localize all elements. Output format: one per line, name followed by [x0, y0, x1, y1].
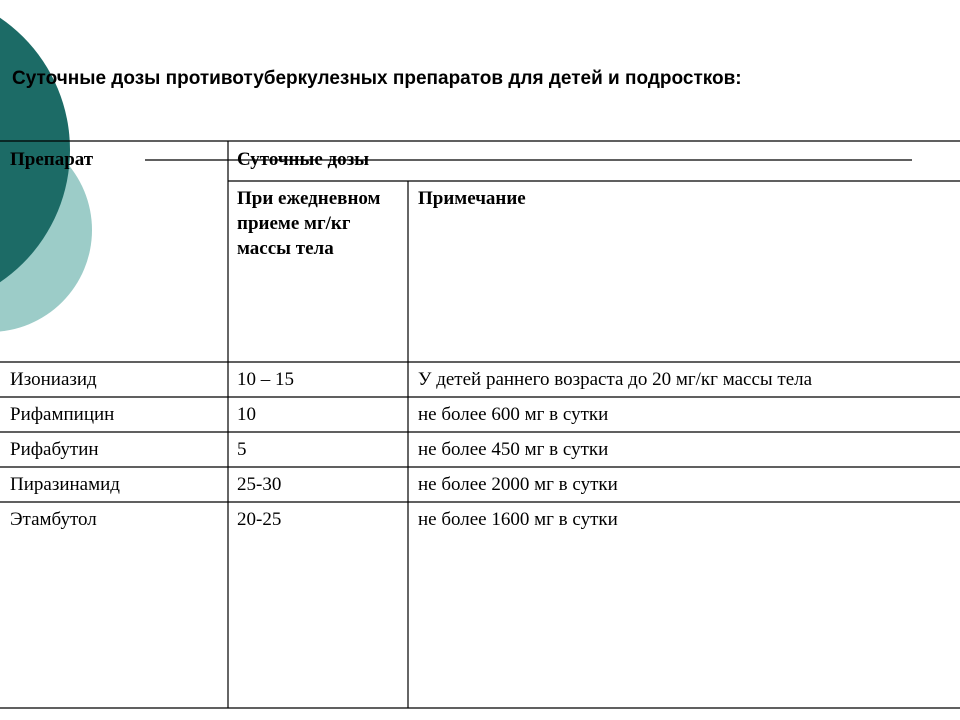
- header-daily-intake: При ежедневном приеме мг/кг массы тела: [237, 188, 381, 259]
- row-note: не более 450 мг в сутки: [418, 439, 609, 460]
- header-note: Примечание: [418, 188, 526, 209]
- row-dose: 20-25: [237, 509, 282, 530]
- row-dose: 5: [237, 439, 247, 460]
- row-drug: Этамбутол: [10, 509, 97, 530]
- row-dose: 25-30: [237, 474, 282, 495]
- row-drug: Изониазид: [10, 369, 97, 390]
- row-note: не более 1600 мг в сутки: [418, 509, 618, 530]
- header-daily-doses: Суточные дозы: [237, 149, 370, 170]
- row-note: не более 600 мг в сутки: [418, 404, 609, 425]
- row-dose: 10 – 15: [237, 369, 294, 390]
- row-dose: 10: [237, 404, 256, 425]
- row-drug: Пиразинамид: [10, 474, 120, 495]
- header-drug: Препарат: [10, 149, 94, 170]
- row-note: У детей раннего возраста до 20 мг/кг массы тела: [418, 369, 813, 390]
- row-drug: Рифабутин: [10, 439, 99, 460]
- row-drug: Рифампицин: [10, 404, 115, 425]
- slide-title: Суточные дозы противотуберкулезных препаратов для детей и подростков:: [12, 68, 742, 89]
- row-note: не более 2000 мг в сутки: [418, 474, 618, 495]
